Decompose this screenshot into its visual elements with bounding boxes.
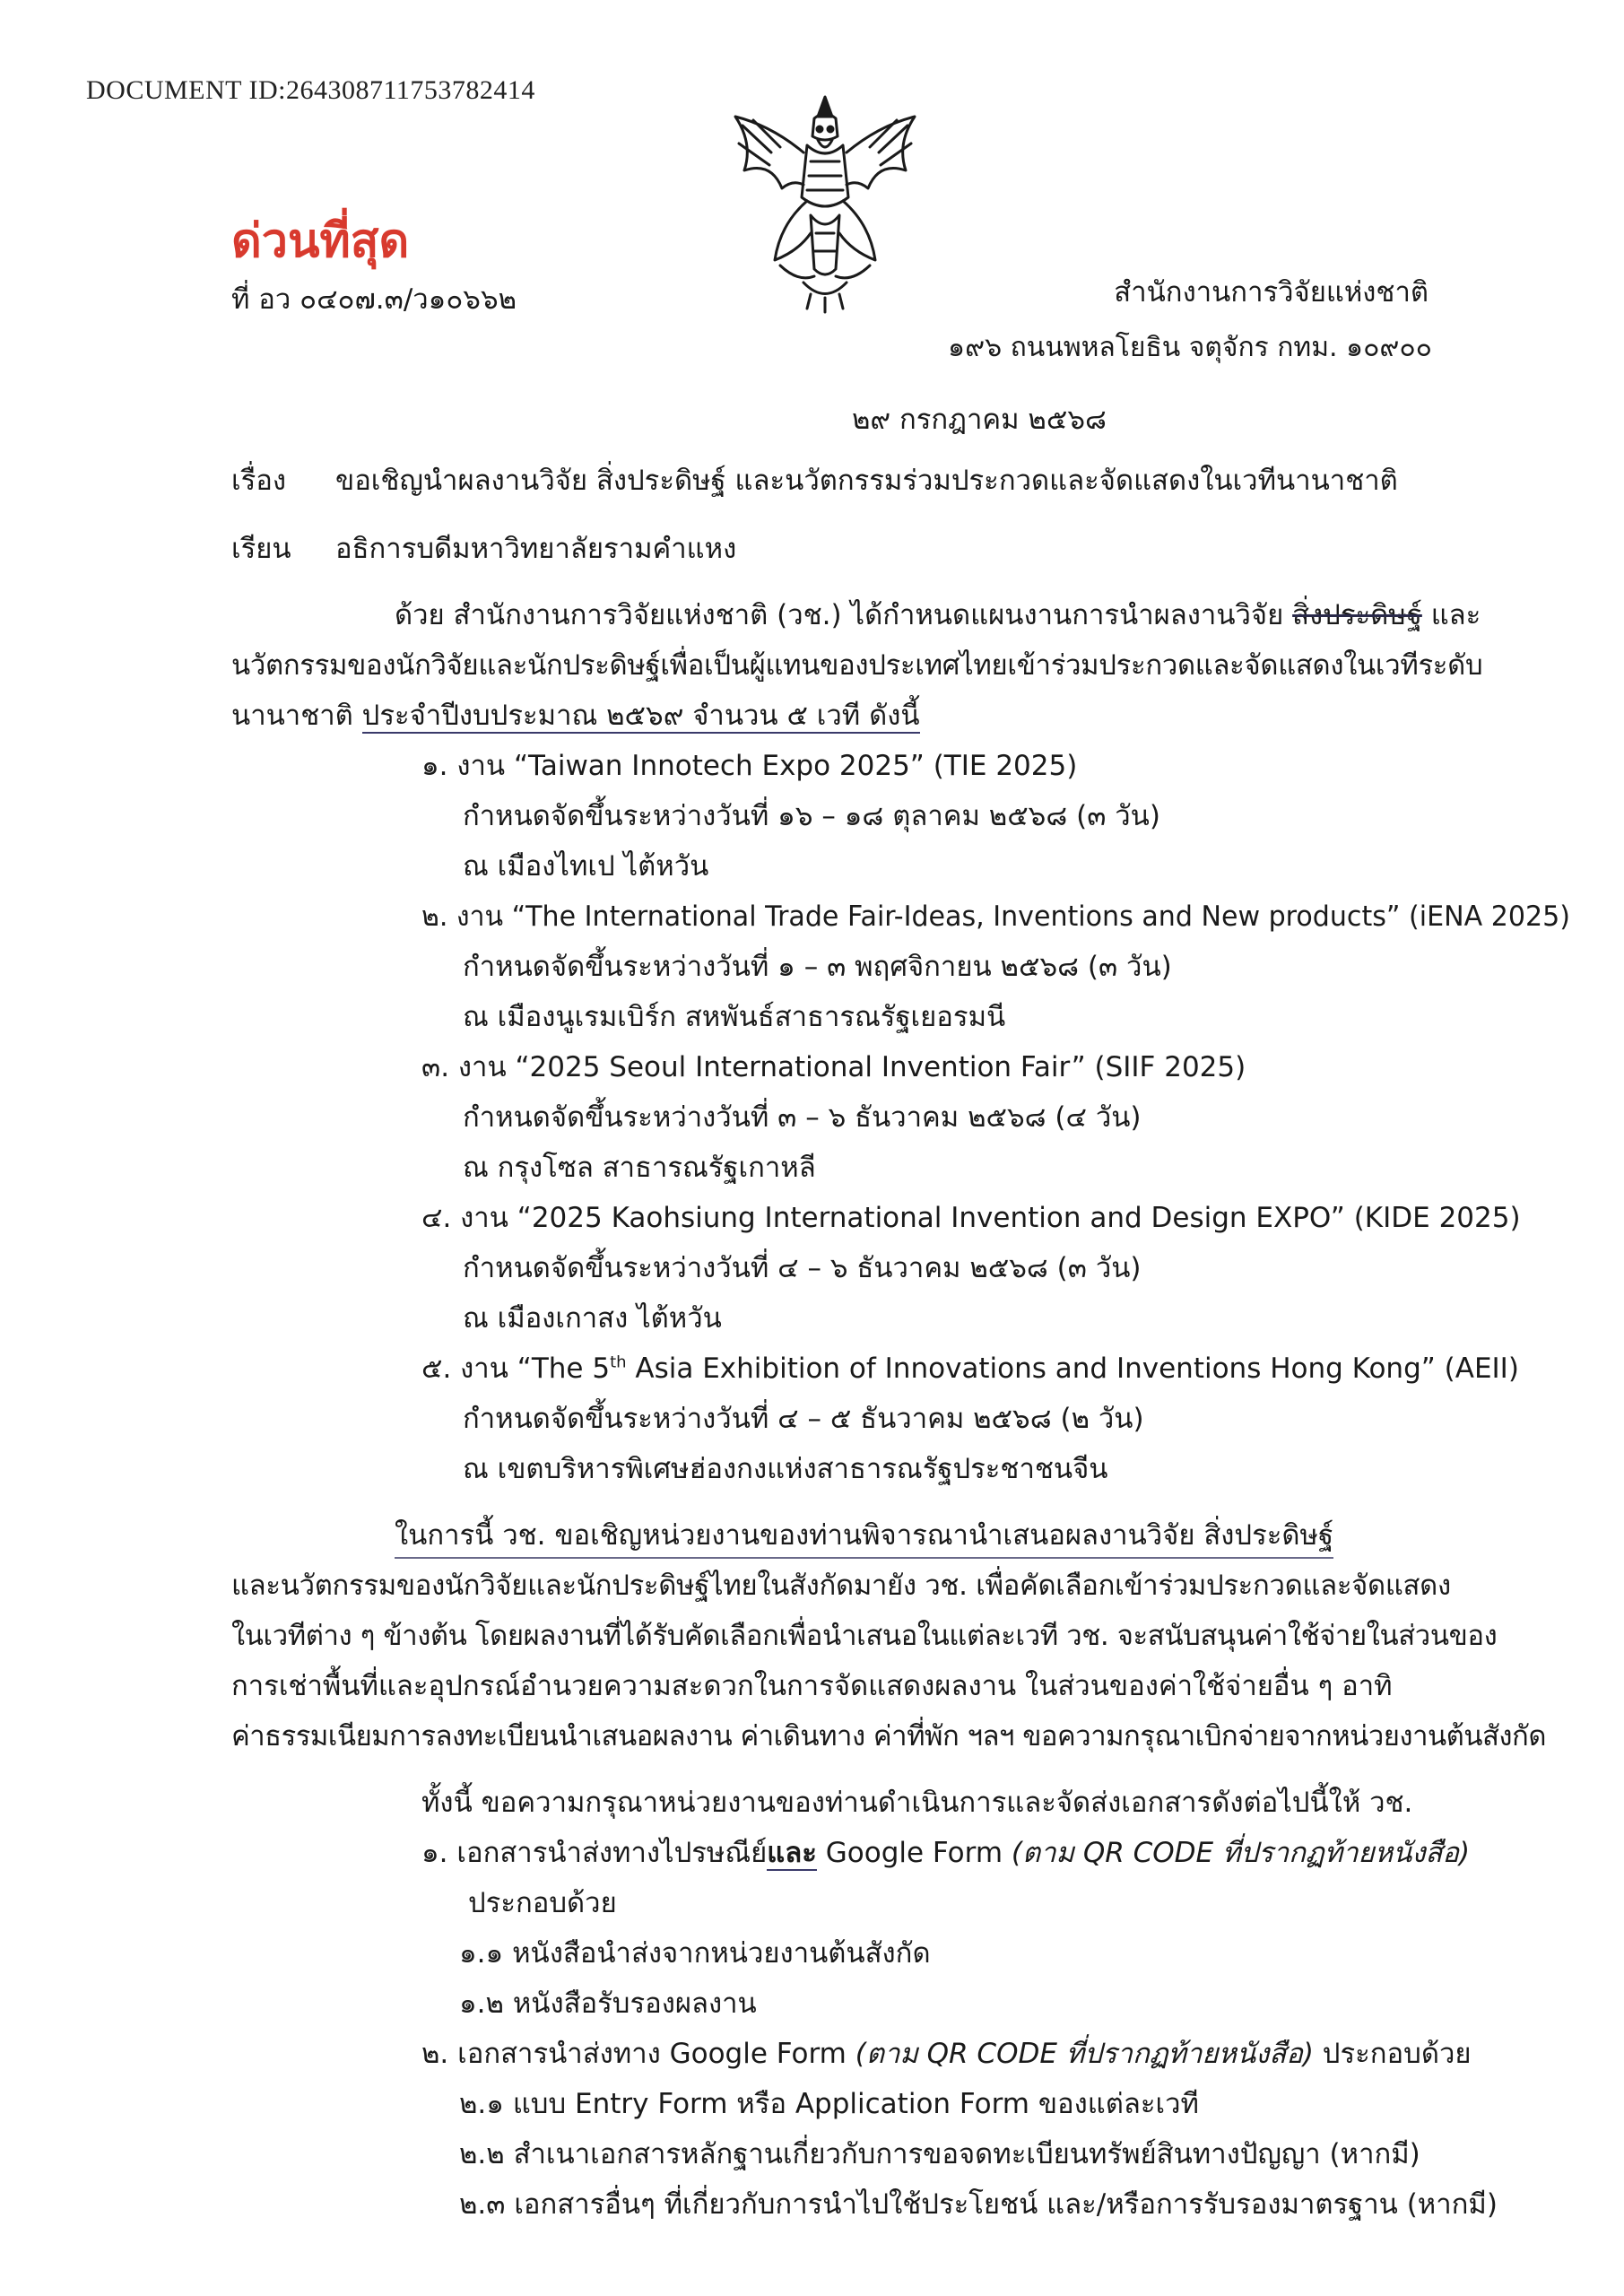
event-4-dates: กำหนดจัดขึ้นระหว่างวันที่ ๔ – ๖ ธันวาคม ๒๕๖๘ (๓ วัน) [463,1252,1142,1284]
intro-line-1-a: ด้วย สำนักงานการวิจัยแห่งชาติ (วช.) ได้กำหนดแผนงานการนำผลงานวิจัย [395,599,1293,631]
para2-line-4: การเช่าพื้นที่และอุปกรณ์อำนวยความสะดวกในการจัดแสดงผลงาน ในส่วนของค่าใช้จ่ายอื่น ๆ อาทิ [231,1670,1393,1702]
subject-text: ขอเชิญนำผลงานวิจัย สิ่งประดิษฐ์ และนวัตกรรมร่วมประกวดและจัดแสดงในเวทีนานาชาติ [335,465,1398,497]
doc-item-1-pre: ๑. เอกสารนำส่งทางไปรษณีย์ [421,1837,768,1869]
event-2-title: ๒. งาน “The International Trade Fair-Ideas, Inventions and New products” (iENA 2025) [421,900,1570,933]
para2-line-3: ในเวทีต่าง ๆ ข้างต้น โดยผลงานที่ได้รับคัดเลือกเพื่อนำเสนอในแต่ละเวที วช. จะสนับสนุนค่าใช้จ่ายในส่วนของ [231,1620,1498,1652]
event-3-place: ณ กรุงโซล สาธารณรัฐเกาหลี [463,1152,816,1184]
doc-item-2-3: ๒.๓ เอกสารอื่นๆ ที่เกี่ยวกับการนำไปใช้ประโยชน์ และ/หรือการรับรองมาตรฐาน (หากมี) [459,2188,1498,2221]
event-1-dates: กำหนดจัดขึ้นระหว่างวันที่ ๑๖ – ๑๘ ตุลาคม ๒๕๖๘ (๓ วัน) [463,800,1160,832]
doc-item-1-mid: Google Form [816,1837,1012,1869]
event-1-place: ณ เมืองไทเป ไต้หวัน [463,850,709,883]
event-4-title: ๔. งาน “2025 Kaohsiung International Invention and Design EXPO” (KIDE 2025) [421,1202,1521,1234]
doc-item-2-1: ๒.๑ แบบ Entry Form หรือ Application Form ของแต่ละเวที [459,2088,1199,2120]
event-5-dates: กำหนดจัดขึ้นระหว่างวันที่ ๔ – ๕ ธันวาคม ๒๕๖๘ (๒ วัน) [463,1403,1144,1435]
event-2-dates: กำหนดจัดขึ้นระหว่างวันที่ ๑ – ๓ พฤศจิกายน ๒๕๖๘ (๓ วัน) [463,951,1172,983]
doc-item-1-and: และ [767,1837,817,1869]
intro-line-1-c: และ [1421,599,1481,631]
event-5-title-post: Asia Exhibition of Innovations and Inventions Hong Kong” (AEII) [626,1352,1519,1385]
para2-line-1: ในการนี้ วช. ขอเชิญหน่วยงานของท่านพิจารณานำเสนอผลงานวิจัย สิ่งประดิษฐ์ [395,1512,1333,1559]
doc-item-2 [421,2031,1472,2075]
agency-name: สำนักงานการวิจัยแห่งชาติ [1114,276,1429,309]
intro-line-1 [395,592,1481,637]
doc-item-2-2: ๒.๒ สำเนาเอกสารหลักฐานเกี่ยวกับการขอจดทะเบียนทรัพย์สินทางปัญญา (หากมี) [459,2138,1420,2170]
intro-line-3 [231,692,920,737]
recipient-label: เรียน [231,533,291,565]
document-id: DOCUMENT ID:264308711753782414 [86,75,535,105]
reference-number: ที่ อว ๐๔๐๗.๓/ว๑๐๖๖๒ [231,283,517,316]
agency-address: ๑๙๖ ถนนพหลโยธิน จตุจักร กทม. ๑๐๙๐๐ [948,332,1432,363]
event-5-place: ณ เขตบริหารพิเศษฮ่องกงแห่งสาธารณรัฐประชาชนจีน [463,1453,1108,1485]
doc-item-1-qr-note: (ตาม QR CODE ที่ปรากฏท้ายหนังสือ) [1011,1837,1471,1869]
document-date: ๒๙ กรกฎาคม ๒๕๖๘ [852,404,1107,436]
garuda-emblem-icon [717,90,933,314]
recipient-text: อธิการบดีมหาวิทยาลัยรามคำแหง [335,533,737,565]
event-1-title: ๑. งาน “Taiwan Innotech Expo 2025” (TIE 2025) [421,750,1078,782]
doc-item-1-2: ๑.๒ หนังสือรับรองผลงาน [459,1987,757,2020]
event-2-place: ณ เมืองนูเรมเบิร์ก สหพันธ์สาธารณรัฐเยอรมนี [463,1001,1006,1033]
doc-item-1 [421,1830,1470,1874]
doc-item-2-pre: ๒. เอกสารนำส่งทาง Google Form [421,2038,855,2070]
doc-item-1-1: ๑.๑ หนังสือนำส่งจากหน่วยงานต้นสังกัด [459,1937,931,1970]
intro-line-3-a: นานาชาติ [231,700,362,732]
urgency-label: ด่วนที่สุด [231,214,410,268]
para2-line-2: และนวัตกรรมของนักวิจัยและนักประดิษฐ์ไทยในสังกัดมายัง วช. เพื่อคัดเลือกเข้าร่วมประกวดและจัดแสดง [231,1570,1451,1602]
doc-item-1-cont: ประกอบด้วย [468,1887,617,1919]
subject-label: เรื่อง [231,465,287,497]
event-5-title-sup: th [610,1352,627,1372]
doc-item-2-qr-note: (ตาม QR CODE ที่ปรากฏท้ายหนังสือ) [855,2038,1314,2070]
event-5-title-pre: ๕. งาน “The 5 [421,1352,611,1385]
event-3-dates: กำหนดจัดขึ้นระหว่างวันที่ ๓ – ๖ ธันวาคม ๒๕๖๘ (๔ วัน) [463,1101,1142,1134]
para3: ทั้งนี้ ขอความกรุณาหน่วยงานของท่านดำเนินการและจัดส่งเอกสารดังต่อไปนี้ให้ วช. [421,1787,1413,1819]
event-3-title: ๓. งาน “2025 Seoul International Invention Fair” (SIIF 2025) [421,1051,1246,1083]
intro-line-1-struck: สิ่งประดิษฐ์ [1292,599,1422,631]
intro-line-3-underlined: ประจำปีงบประมาณ ๒๕๖๙ จำนวน ๕ เวที ดังนี้ [361,700,920,732]
event-4-place: ณ เมืองเกาสง ไต้หวัน [463,1302,722,1335]
intro-line-2: นวัตกรรมของนักวิจัยและนักประดิษฐ์เพื่อเป็นผู้แทนของประเทศไทยเข้าร่วมประกวดและจัดแสดงในเวทีระดับ [231,649,1483,682]
para2-line-5: ค่าธรรมเนียมการลงทะเบียนนำเสนอผลงาน ค่าเดินทาง ค่าที่พัก ฯลฯ ขอความกรุณาเบิกจ่ายจากหน่วยงานต้นสังกัด [231,1720,1546,1752]
doc-item-2-post: ประกอบด้วย [1313,2038,1472,2070]
event-5-title [421,1345,1519,1390]
